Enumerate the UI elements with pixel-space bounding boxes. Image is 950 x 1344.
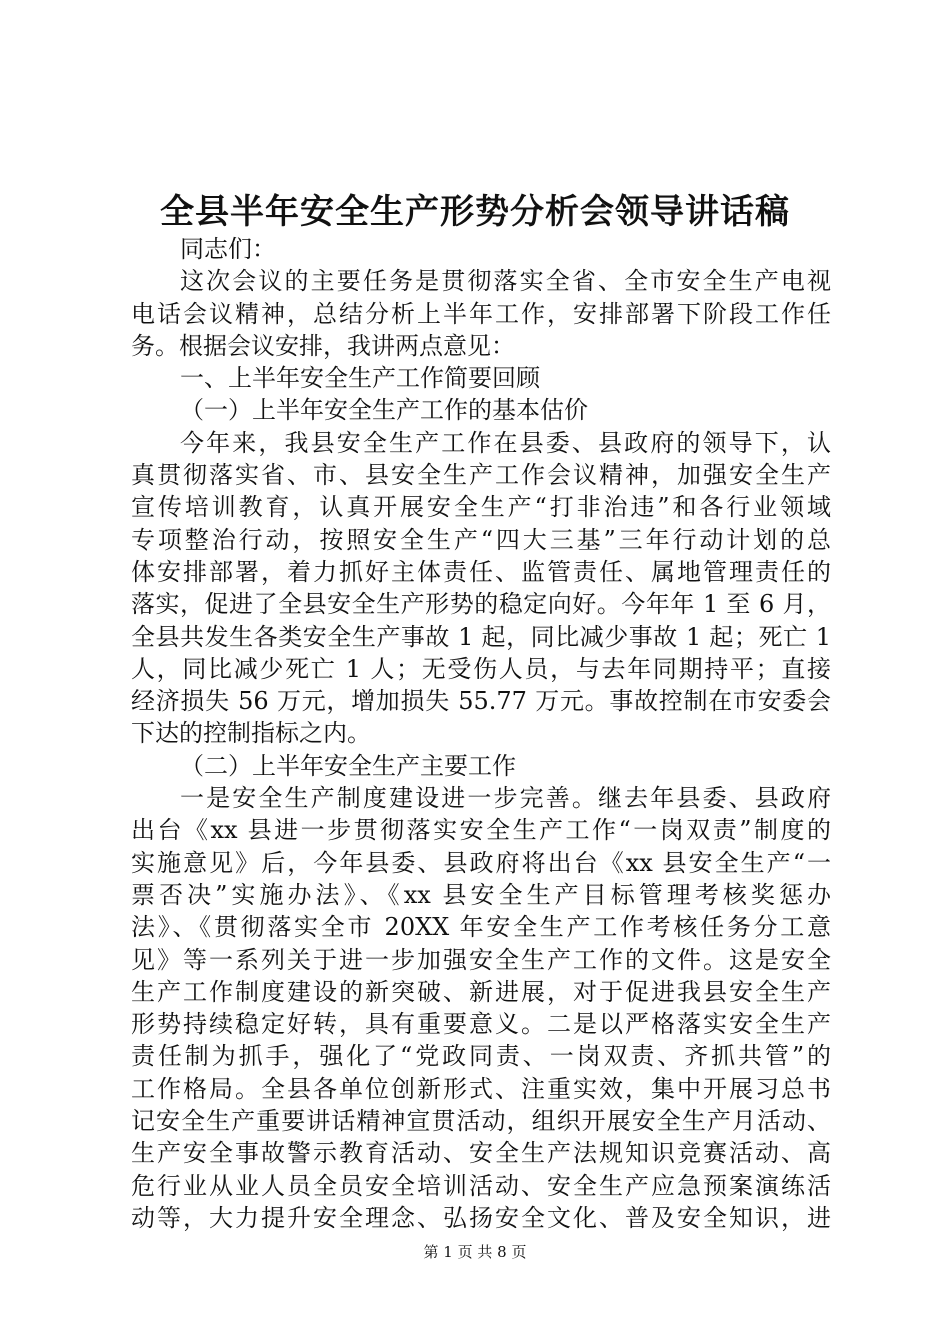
text-line: 形势持续稳定好转，具有重要意义。二是以严格落实安全生产	[131, 1010, 831, 1039]
text-line: 出台《xx 县进一步贯彻落实安全生产工作“一岗双责”制度的	[131, 816, 831, 845]
text-line: 宣传培训教育，认真开展安全生产“打非治违”和各行业领域	[131, 493, 831, 522]
text-line: 下达的控制指标之内。	[131, 719, 371, 748]
text-line: 全县共发生各类安全生产事故 1 起，同比减少事故 1 起；死亡 1	[131, 622, 831, 651]
text-line: 生产工作制度建设的新突破、新进展，对于促进我县安全生产	[131, 977, 831, 1006]
subsection-heading: （二）上半年安全生产主要工作	[180, 751, 516, 780]
text-line: 记安全生产重要讲话精神宣贯活动，组织开展安全生产月活动、	[131, 1107, 831, 1136]
text-line: 实施意见》后，今年县委、县政府将出台《xx 县安全生产“一	[131, 848, 831, 877]
text-line: 人，同比减少死亡 1 人；无受伤人员，与去年同期持平；直接	[131, 654, 831, 683]
text-line: 这次会议的主要任务是贯彻落实全省、全市安全生产电视	[180, 267, 831, 296]
text-line: 一是安全生产制度建设进一步完善。继去年县委、县政府	[180, 784, 831, 813]
text-line: 工作格局。全县各单位创新形式、注重实效，集中开展习总书	[131, 1074, 831, 1103]
text-line: 生产安全事故警示教育活动、安全生产法规知识竞赛活动、高	[131, 1139, 831, 1168]
text-line: 电话会议精神，总结分析上半年工作，安排部署下阶段工作任	[131, 299, 831, 328]
text-line: 经济损失 56 万元，增加损失 55.77 万元。事故控制在市安委会	[131, 687, 831, 716]
section-heading: 一、上半年安全生产工作简要回顾	[180, 364, 540, 393]
text-line: 务。根据会议安排，我讲两点意见：	[131, 331, 515, 360]
document-body	[131, 233, 831, 1234]
text-line: 见》等一系列关于进一步加强安全生产工作的文件。这是安全	[131, 945, 831, 974]
page-number-footer: 第 1 页 共 8 页	[423, 1243, 527, 1261]
text-line: 危行业从业人员全员安全培训活动、安全生产应急预案演练活	[131, 1171, 831, 1200]
subsection-heading: （一）上半年安全生产工作的基本估价	[180, 396, 588, 425]
salutation-line: 同志们：	[180, 235, 276, 263]
text-line: 专项整治行动，按照安全生产“四大三基”三年行动计划的总	[131, 525, 831, 554]
text-line: 真贯彻落实省、市、县安全生产工作会议精神，加强安全生产	[131, 461, 831, 490]
document-title: 全县半年安全生产形势分析会领导讲话稿	[160, 192, 790, 232]
text-line: 今年来，我县安全生产工作在县委、县政府的领导下，认	[180, 428, 831, 457]
text-line: 责任制为抓手，强化了“党政同责、一岗双责、齐抓共管”的	[131, 1042, 831, 1071]
text-line: 动等，大力提升安全理念、弘扬安全文化、普及安全知识，进	[131, 1203, 831, 1232]
text-line: 体安排部署，着力抓好主体责任、监管责任、属地管理责任的	[131, 557, 831, 586]
text-line: 法》、《贯彻落实全市 20XX 年安全生产工作考核任务分工意	[131, 913, 831, 942]
text-line: 落实，促进了全县安全生产形势的稳定向好。今年年 1 至 6 月，	[131, 590, 831, 619]
text-line: 票否决”实施办法》、《xx 县安全生产目标管理考核奖惩办	[131, 880, 831, 909]
